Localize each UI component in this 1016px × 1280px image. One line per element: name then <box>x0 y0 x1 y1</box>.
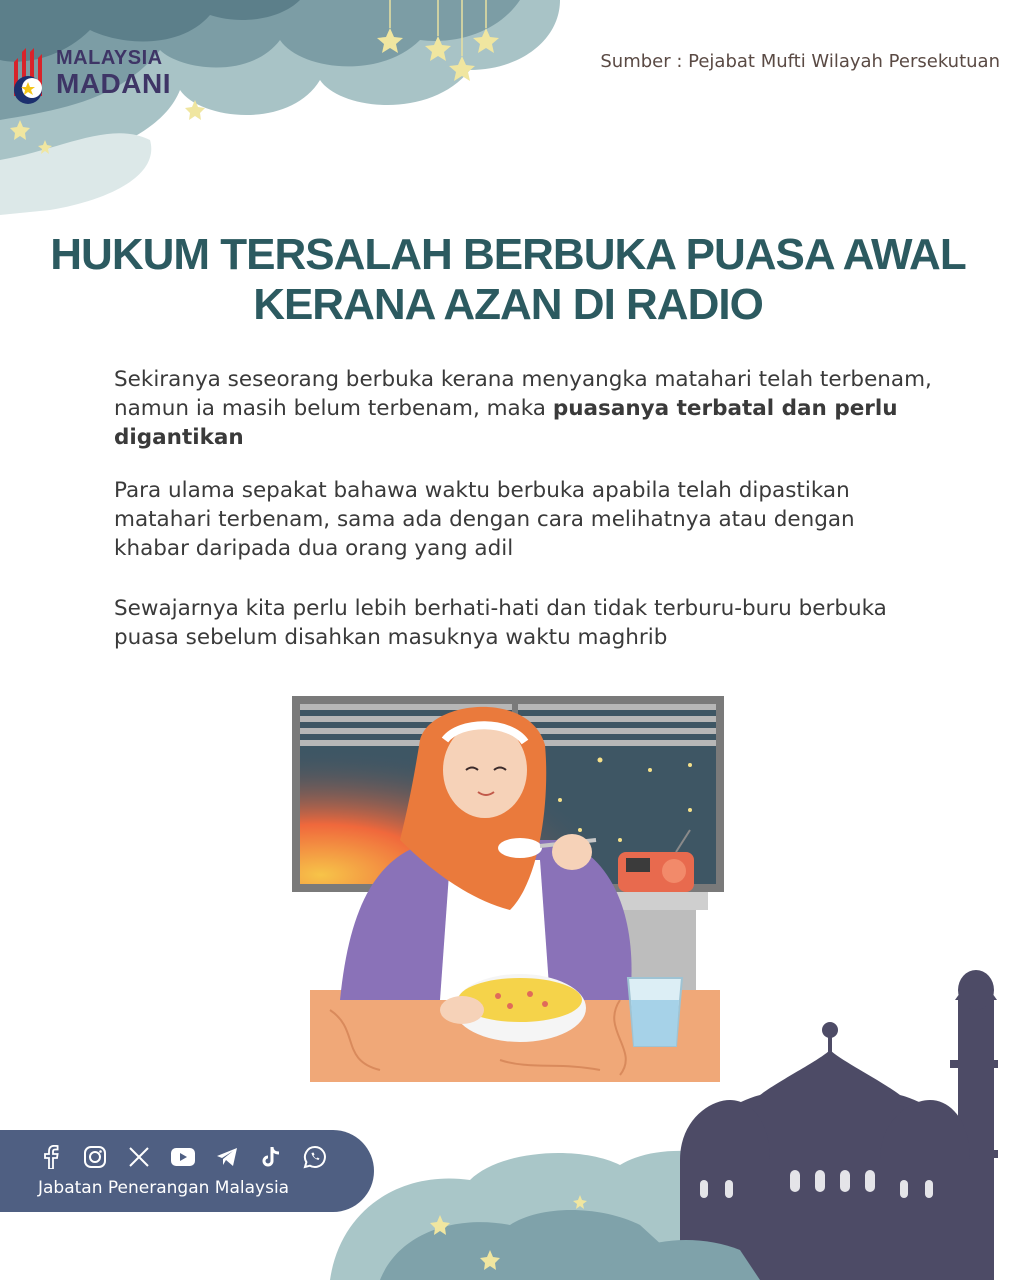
telegram-icon[interactable] <box>214 1144 240 1170</box>
paragraph-2: Para ulama sepakat bahawa waktu berbuka apabila telah dipastikan matahari terbenam, sama ada dengan cara melihatnya atau dengan khabar daripada dua orang yang adil <box>114 478 855 561</box>
paragraph-1-text: Sekiranya seseorang berbuka kerana menyangka matahari telah terbenam, namun ia masih belum terbenam, maka <box>114 367 932 421</box>
logo-line-1: MALAYSIA <box>56 47 163 69</box>
source-credit: Sumber : Pejabat Mufti Wilayah Persekutuan <box>600 51 1000 72</box>
social-icons <box>38 1144 328 1170</box>
whatsapp-icon[interactable] <box>302 1144 328 1170</box>
facebook-icon[interactable] <box>38 1144 64 1170</box>
x-icon[interactable] <box>126 1144 152 1170</box>
title-line-2: KERANA AZAN DI RADIO <box>253 280 763 329</box>
paragraph-3: Sewajarnya kita perlu lebih berhati-hati dan tidak terburu-buru berbuka puasa sebelum disahkan masuknya waktu maghrib <box>114 596 887 650</box>
social-media-bar <box>0 1130 374 1212</box>
department-name: Jabatan Penerangan Malaysia <box>38 1178 290 1198</box>
title-line-1: HUKUM TERSALAH BERBUKA PUASA AWAL <box>50 230 966 279</box>
youtube-icon[interactable] <box>170 1144 196 1170</box>
instagram-icon[interactable] <box>82 1144 108 1170</box>
paragraph-1-emphasis: puasanya terbatal dan perlu digantikan <box>114 396 898 450</box>
logo-line-2: MADANI <box>56 68 171 99</box>
tiktok-icon[interactable] <box>258 1144 284 1170</box>
